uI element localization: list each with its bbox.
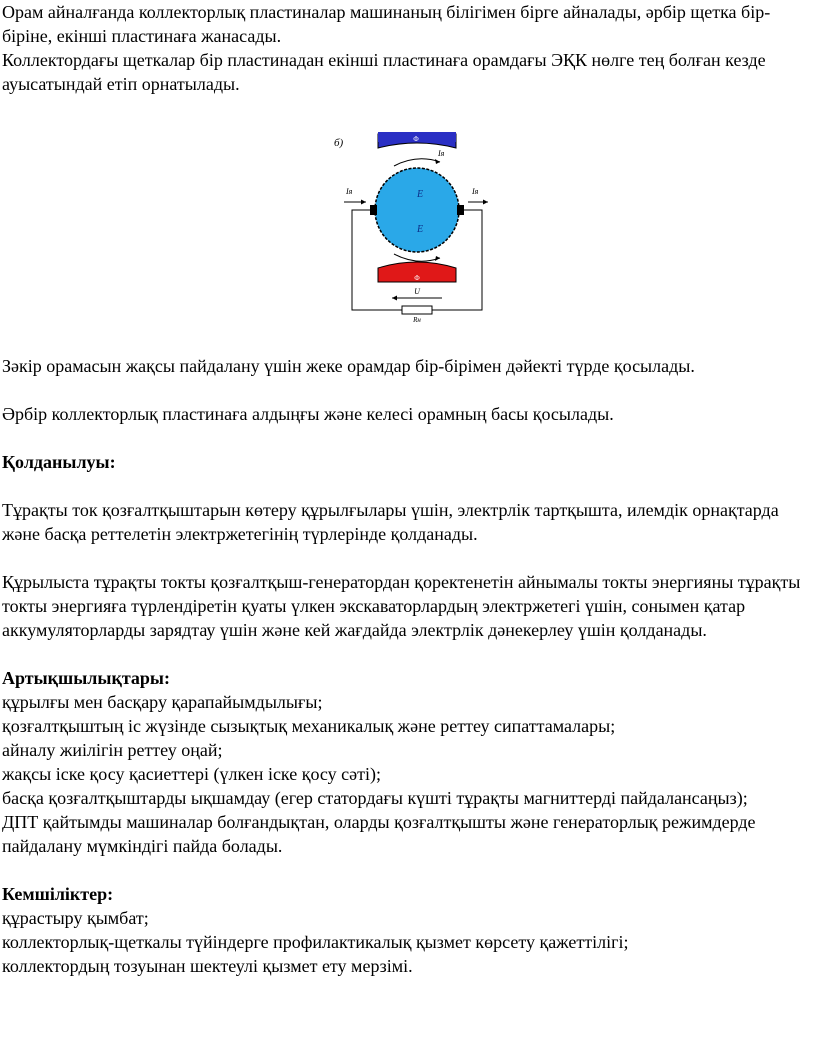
intro-paragraph-1: Орам айналғанда коллекторлық пластиналар машинаның білігімен бірге айналады, әрбір щетка бір-біріне, екінші пластинаға жанасады. [2,2,771,46]
left-current-label: Iя [346,187,353,196]
right-brush [457,205,464,215]
voltage-arrow-head [392,296,397,301]
bottom-current-arrow [394,254,440,261]
advantage-item: қозғалтқыштың іс жүзінде сызықтық механикалық және реттеу сипаттамалары; [2,716,616,736]
dc-machine-figure [2,132,812,354]
right-current-label: Iя [472,187,479,196]
disadvantage-item: коллекторлық-щеткалы түйіндерге профилактикалық қызмет көрсету қажеттілігі; [2,932,629,952]
body-paragraph-1: Зәкір орамасын жақсы пайдалану үшін жеке орамдар бір-бірімен дәйекті түрде қосылады. [2,356,695,376]
disadvantage-item: коллектордың тозуынан шектеулі қызмет ету мерзімі. [2,956,413,976]
advantage-item: басқа қозғалтқыштарды ықшамдау (егер статордағы күшті тұрақты магниттерді пайдалансаңыз); [2,788,748,808]
resistor-label: Rн [413,316,421,322]
right-arrow-head [483,200,488,205]
dc-machine-diagram [332,132,492,322]
armature-emf-top: E [416,189,424,200]
disadvantage-item: құрастыру қымбат; [2,908,149,928]
intro-paragraph-2: Коллектордағы щеткалар бір пластинадан екінші пластинаға орамдағы ЭҚК нөлге тең болған кезде ауысатындай етіп орнатылады. [2,50,766,94]
advantage-item: құрылғы мен басқару қарапайымдылығы; [2,692,323,712]
advantage-item: айналу жиілігін реттеу оңай; [2,740,223,760]
top-pole-label: Ф [413,135,419,143]
armature [375,168,459,252]
left-brush [370,205,377,215]
usage-paragraph-2: Құрылыста тұрақты токты қозғалтқыш-генератордан қоректенетін айнымалы токты энергияны тұрақты токты энергияға түрлендіретін қуаты үлкен экскаваторлардың электржетегі үшін, сонымен қатар аккумуляторларды зарядтау үшін және кей жағдайда электрлік дәнекерлеу үшін қолданады. [2,572,801,640]
document-page [2,0,812,978]
usage-heading: Қолданылуы: [2,452,116,472]
usage-paragraph-1: Тұрақты ток қозғалтқыштарын көтеру құрылғылары үшін, электрлік тартқышта, илемдік орнақтарда және басқа реттелетін электржетегінің түрлерінде қолданады. [2,500,779,544]
body-paragraph-2: Әрбір коллекторлық пластинаға алдыңғы және келесі орамның басы қосылады. [2,404,614,424]
advantage-item: ДПТ қайтымды машиналар болғандықтан, оларды қозғалтқышты және генераторлық режимдерде пайдалану мүмкіндігі пайда болады. [2,812,756,856]
voltage-label: U [414,287,420,296]
top-current-label: Iя [438,149,445,158]
figure-label-b: б) [334,137,344,149]
left-arrow-head [361,200,366,205]
load-resistor [402,306,432,314]
disadvantages-heading: Кемшіліктер: [2,884,114,904]
armature-emf-bottom: E [416,224,424,235]
bottom-pole-label: Ф [414,274,420,282]
top-current-arrow [394,159,440,166]
advantages-heading: Артықшылықтары: [2,668,170,688]
advantage-item: жақсы іске қосу қасиеттері (үлкен іске қосу сәті); [2,764,382,784]
